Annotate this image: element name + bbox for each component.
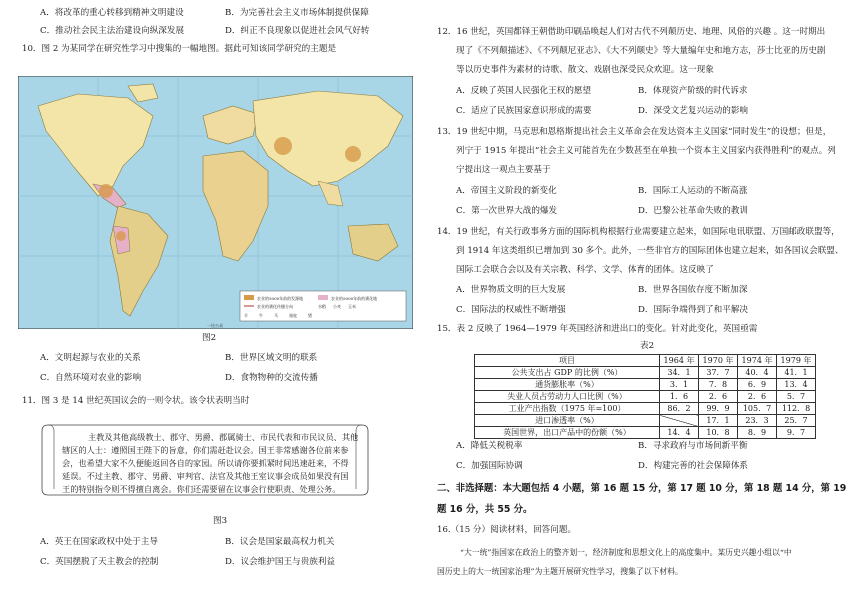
q9-option-c: C．推动社会民主法治建设向纵深发展 [40, 26, 185, 36]
legend-item-domestication: 农业的5000年前的驯化地 [331, 296, 378, 301]
q14-option-b: B．世界各国依存度不断加深 [638, 285, 748, 295]
table-cell: 工业产出指数（1975 年=100） [475, 403, 660, 415]
table-header-cell: 项目 [475, 355, 660, 367]
table-cell: 112．8 [777, 403, 816, 415]
legend-corn: 玉米 [348, 304, 356, 309]
map-scale: 一比公众 [207, 323, 223, 328]
section-2-heading-line-2: 题 16 分，共 55 分。 [437, 504, 533, 515]
legend-pig: 猪 [308, 313, 312, 318]
writ-line-4: 延误。不过主教、郡守、男爵、审判官、法官及其他王室议事会成员如果没有国 [62, 471, 349, 481]
writ-line-2: 辖区的人士：遵照国王陛下的旨意，你们需赶赴议会。国王非常感谢各位前来参 [62, 445, 349, 455]
q9-option-a: A．将改革的重心转移到精神文明建设 [40, 8, 184, 18]
table-cell: 公共支出占 GDP 的比例（%） [475, 367, 660, 379]
table-header-cell: 1970 年 [699, 355, 738, 367]
q13-option-b: B．国际工人运动的不断高涨 [638, 186, 748, 196]
q10-option-a: A．文明起源与农业的关系 [40, 353, 141, 363]
q13-line-1: 13．19 世纪中期，马克思和恩格斯提出社会主义革命会在发达资本主义国家“同时发生”的设想；但是， [437, 127, 832, 137]
table-row [475, 403, 816, 415]
q14-option-c: C．国际法的权威性不断增强 [456, 305, 566, 315]
table-row [475, 391, 816, 403]
table-cell: 7．8 [699, 379, 738, 391]
q12-line-3: 等以历史事件为素材的诗歌、散文、戏剧也深受民众欢迎。这一现象 [456, 65, 714, 75]
q12-option-c: C．适应了民族国家意识形成的需要 [456, 106, 592, 116]
legend-item-origin: 农业的5000年前的发源地 [257, 296, 304, 301]
table-cell: 14．4 [660, 427, 699, 439]
table-row [475, 379, 816, 391]
world-map-agriculture [18, 76, 413, 329]
table-header-cell: 1979 年 [777, 355, 816, 367]
section-2-heading-line-1: 二、非选择题：本大题包括 4 小题，第 16 题 15 分，第 17 题 10 分，第 18 题 14 分，第 19 [437, 483, 847, 494]
table-cell: 2．6 [699, 391, 738, 403]
table-cell: 105．7 [738, 403, 777, 415]
table-header-cell: 1974 年 [738, 355, 777, 367]
table-2-uk-economy [474, 354, 816, 439]
legend-sheep: 羊 [244, 313, 248, 318]
table-cell: 失业人员占劳动力人口比例（%） [475, 391, 660, 403]
q15-option-b: B．寻求政府与市场间新平衡 [638, 441, 748, 451]
q12-option-d: D．深受文艺复兴运动的影响 [638, 106, 749, 116]
figure-2-caption: 图2 [202, 333, 217, 343]
q12-option-b: B．体现资产阶级的时代诉求 [638, 86, 748, 96]
table-header-row [475, 355, 816, 367]
table-cell: 10．8 [699, 427, 738, 439]
q9-option-b: B．为完善社会主义市场体制提供保障 [225, 8, 369, 18]
q11-option-b: B．议会是国家最高权力机关 [225, 537, 335, 547]
q10-option-b: B．世界区域文明的联系 [225, 353, 318, 363]
q13-option-a: A．帝国主义阶段的新变化 [456, 186, 557, 196]
table-cell: 34．1 [660, 367, 699, 379]
table-row [475, 427, 816, 439]
table-cell-empty [660, 415, 699, 427]
legend-cattle: 牛 [259, 313, 263, 318]
table-cell: 2．6 [738, 391, 777, 403]
q12-option-a: A．反映了英国人民强化王权的愿望 [456, 86, 592, 96]
q16-material-line-2: 国历史上的大一统国家治理”为主题开展研究性学习，搜集了以下材料。 [437, 567, 683, 576]
q16-stem: 16.（15 分）阅读材料，回答问题。 [437, 525, 577, 535]
table-cell: 1．6 [660, 391, 699, 403]
q9-option-d: D．纠正不良现象以促进社会风气好转 [225, 26, 370, 36]
figure-3-caption: 图3 [213, 516, 228, 526]
table-cell: 17．1 [699, 415, 738, 427]
q11-option-a: A．英王在国家政权中处于主导 [40, 537, 158, 547]
table-cell: 8．9 [738, 427, 777, 439]
q14-line-2: 到 1914 年这类组织已增加到 30 多个。此外，一些非官方的国际团体也建立起来，如各国议会联盟、 [456, 246, 844, 256]
legend-camel: 骆驼 [289, 313, 297, 318]
writ-line-3: 会，也希望大家不久便能返回各自的家园。所以请你要抓紧时间迅速赶来，不得 [62, 458, 349, 468]
table-cell: 6．9 [738, 379, 777, 391]
table-row [475, 415, 816, 427]
q10-option-d: D．食物物种的交流传播 [225, 373, 318, 383]
q12-line-2: 现了《不列颠描述》、《不列颠尼亚志》、《大不列颠史》等大量编年史和地方志，莎士比亚的历史剧 [456, 46, 826, 56]
q15-option-d: D．构建完善的社会保障体系 [638, 461, 749, 471]
table-cell: 5．7 [777, 391, 816, 403]
table-row [475, 367, 816, 379]
q14-line-1: 14．19 世纪，有关行政事务方面的国际机构根据行业需要建立起来，如国际电讯联盟、万国邮政联盟等， [437, 227, 840, 237]
q10-option-c: C．自然环境对农业的影响 [40, 373, 142, 383]
legend-horse: 马 [274, 313, 278, 318]
legend-wheat: 小麦 [333, 304, 341, 309]
q14-option-a: A．世界物质文明的巨大发展 [456, 285, 566, 295]
table-cell: 41．1 [777, 367, 816, 379]
q13-option-c: C．第一次世界大战的爆发 [456, 206, 558, 216]
q12-line-1: 12．16 世纪，英国都铎王朝借助印刷品唤起人们对古代不列颠历史、地理、风俗的兴趣 。这一时期出 [437, 27, 826, 37]
writ-line-5: 王的特别指令则不得擅自离会。你们还需要留在议事会行使职责、处理公务。 [62, 484, 341, 494]
q11-option-d: D．议会维护国王与贵族利益 [225, 557, 336, 567]
table-cell: 进口渗透率（%） [475, 415, 660, 427]
writ-line-1: 主教及其他高级教士、郡守、男爵、郡属骑士、市民代表和市民议员、其他 [88, 432, 359, 442]
table-2-caption: 表2 [640, 341, 655, 351]
table-cell: 3．1 [660, 379, 699, 391]
table-cell: 40．4 [738, 367, 777, 379]
q13-line-2: 列宁于 1915 年提出“社会主义可能首先在少数甚至在单独一个资本主义国家内获得胜利”的观点。列 [456, 146, 836, 156]
q14-option-d: D．国际争端得到了和平解决 [638, 305, 749, 315]
table-cell: 13．4 [777, 379, 816, 391]
q14-line-3: 国际工会联合会以及有关宗教、科学、文学、体育的团体。这反映了 [456, 265, 714, 275]
table-cell: 99．9 [699, 403, 738, 415]
table-cell: 通货膨胀率（%） [475, 379, 660, 391]
q13-line-3: 宁提出这一观点主要基于 [456, 165, 551, 175]
q11-stem: 11．图 3 是 14 世纪英国议会的一则令状。该令状表明当时 [22, 396, 250, 406]
q16-material-line-1: “大一统”指国家在政治上的整齐划一，经济制度和思想文化上的高度集中。某历史兴趣小组以“中 [460, 548, 792, 557]
q15-option-c: C．加强国际协调 [456, 461, 523, 471]
table-cell: 英国世界，出口产品中的份额（%） [475, 427, 660, 439]
q11-option-c: C．英国摆脱了天主教会的控制 [40, 557, 159, 567]
q15-option-a: A．降低关税税率 [456, 441, 523, 451]
legend-item-spread: 农业的驯化传播方向 [257, 304, 293, 309]
table-cell: 23．3 [738, 415, 777, 427]
table-cell: 25．7 [777, 415, 816, 427]
table-cell: 9．7 [777, 427, 816, 439]
legend-rice: 水稻 [318, 304, 326, 309]
q10-stem: 10．图 2 为某同学在研究性学习中搜集的一幅地图。据此可知该同学研究的主题是 [22, 44, 337, 54]
q13-option-d: D．巴黎公社革命失败的教训 [638, 206, 749, 216]
table-cell: 86．2 [660, 403, 699, 415]
table-cell: 37．7 [699, 367, 738, 379]
q15-stem: 15．表 2 反映了 1964—1979 年英国经济和进出口的变化。针对此变化，英国亟需 [437, 324, 758, 334]
table-header-cell: 1964 年 [660, 355, 699, 367]
